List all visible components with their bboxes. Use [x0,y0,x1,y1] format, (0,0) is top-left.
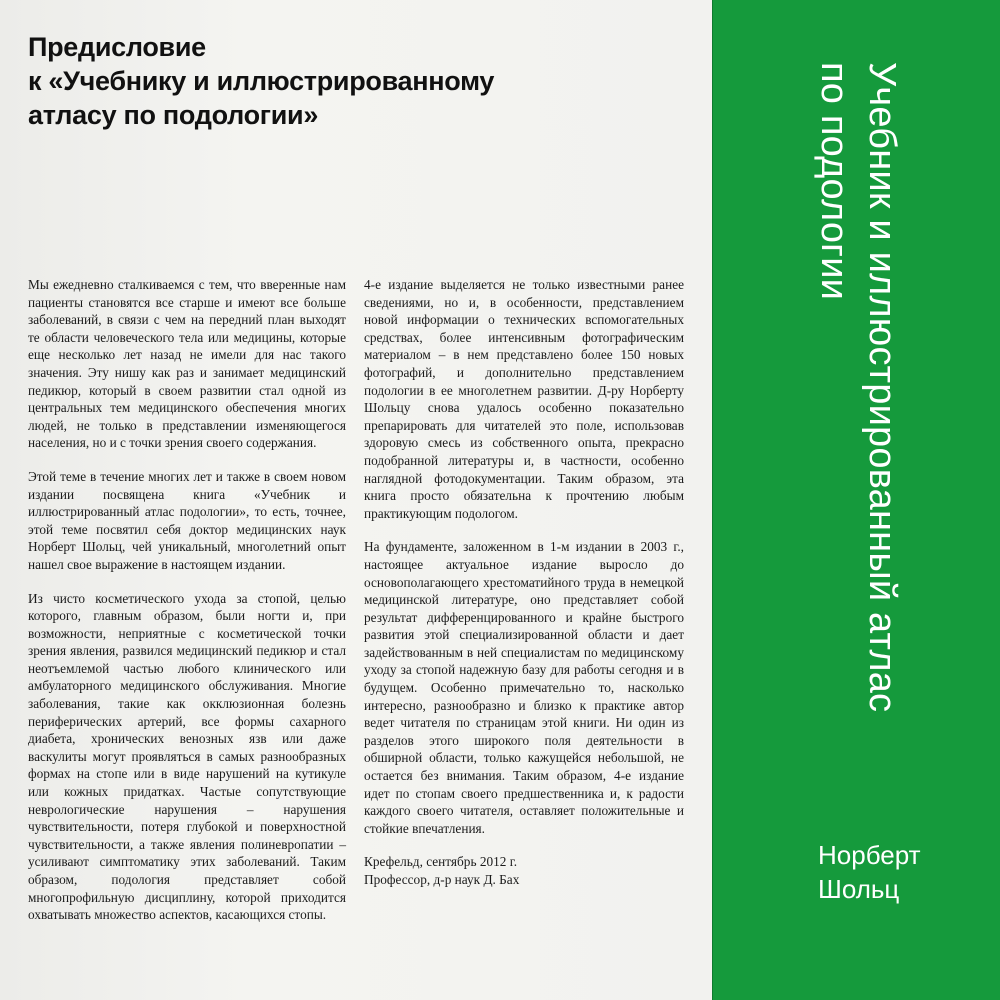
paragraph: Этой теме в течение многих лет и также в своем новом издании посвящена книга «Учебник и иллюстрированный атлас подологии», то есть, точнее, этой теме посвятил себя доктор медицинских наук Норберт Шольц, чей уникальный, многолетний опыт нашел свое выражение в настоящем издании. [28,468,346,572]
cover-title-line-1: Учебник и иллюстрированный атлас [861,62,903,713]
page-title-line-1: Предисловие [28,32,206,62]
cover-title [810,62,906,802]
page-title-line-3: атласу по подологии» [28,100,319,130]
paragraph: На фундаменте, заложенном в 1-м издании в 2003 г., настоящее актуальное издание выросло до основополагающего хрестоматийного труда в немецкой медицинской литературе, оно представляет собой результат дифференцированного и крайне быстрого развития этой специализированной области и дает задействованным в ней специалистам по медицинскому уходу за стопой надежную базу для работы сегодня и в будущем. Особенно примечательно то, насколько интересно, разнообразно и близко к практике автор ведет читателя по страницам этой книги. Ни один из разделов этого широкого поля деятельности в обширной области, только кажущейся небольшой, не остается без внимания. Таким образом, 4-е издание идет по стопам своего предшественника и, к радости каждого своего читателя, оставляет положительные и стойкие впечатления. [364,539,684,836]
right-column [364,276,684,905]
cover-author [818,838,988,906]
paragraph: 4-е издание выделяется не только известными ранее сведениями, но и, в особенности, представлением новой информации о технических вспомогательных средствах, более интенсивным фотографическим материалом – в нем представлено более 150 новых фотографий, и дополнительно представлением подологии в ее многолетнем развитии. Д-ру Норберту Шольцу снова удалось особенно показательно препарировать для читателей это поле, использовав здоровую смесь из собственного опыта, прекрасно подобранной литературы и, в частности, особенно наглядной фотодокументации. Таким образом, эта книга просто обязательна к прочтению любым практикующим подологом. [364,277,684,521]
cover-author-first-name: Норберт [818,840,921,870]
signature-author: Профессор, д-р наук Д. Бах [364,872,520,887]
page-title-line-2: к «Учебнику и иллюстрированному [28,66,495,96]
paragraph: Из чисто косметического ухода за стопой, целью которого, главным образом, были ногти и, при возможности, неприятные с косметической точки зрения явления, развился медицинский педикюр и стал неотъемлемой частью любого клинического или амбулаторного медицинского обслуживания. Многие заболевания, такие как окклюзионная болезнь периферических артерий, все формы сахарного диабета, хронических венозных язв или даже васкулиты могут проявляться в самых разнообразных формах на стопе или в виде нарушений на кутикуле или кожных придатках. Частые сопутствующие неврологические нарушения – нарушения чувствительности, потеря глубокой и поверхностной чувствительности, а также явления полиневропатии – усиливают симптоматику этих заболеваний. Таким образом, подология представляет собой многопрофильную дисциплину, которой приходится охватывать множество аспектов, касающихся стопы. [28,590,346,923]
signature [364,853,684,888]
cover-author-last-name: Шольц [818,874,900,904]
cover-title-line-2: по подологии [813,62,855,301]
page-title [28,30,588,132]
signature-place-date: Крефельд, сентябрь 2012 г. [364,854,518,870]
left-column [28,276,346,940]
paragraph: Мы ежедневно сталкиваемся с тем, что вверенные нам пациенты становятся все старше и имеют все больше заболеваний, в связи с чем на передний план выходят те области человеческого тела или медицины, которые еще несколько лет назад не имели для нас такого значения. Эту нишу как раз и занимает медицинский педикюр, который в своем развитии стал одной из центральных тем медицинского обеспечения многих людей, не только в представлении изменяющегося населения, но и с точки зрения своего содержания. [28,277,346,451]
